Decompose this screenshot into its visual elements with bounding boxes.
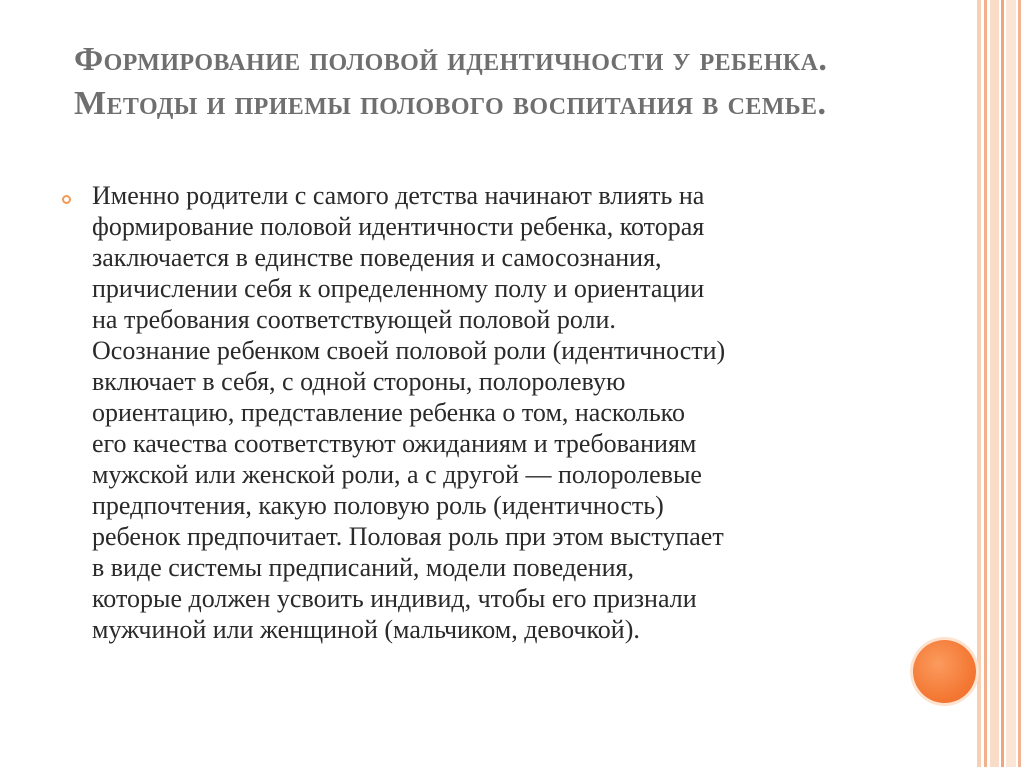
- body-line: мужчиной или женщиной (мальчиком, девочкой).: [92, 615, 640, 644]
- body-line: включает в себя, с одной стороны, полоролевую: [92, 367, 626, 396]
- body-text: [92, 180, 892, 645]
- decor-stripe: [1001, 0, 1004, 767]
- body-line: предпочтения, какую половую роль (идентичность): [92, 491, 664, 520]
- body-line: формирование половой идентичности ребенка, которая: [92, 212, 705, 241]
- body-line: его качества соответствуют ожиданиям и требованиям: [92, 429, 697, 458]
- decor-stripe: [984, 0, 987, 767]
- body-line: на требования соответствующей половой роли.: [92, 305, 616, 334]
- bullet-circle-icon: [62, 195, 71, 204]
- body-line: Именно родители с самого детства начинают влиять на: [92, 181, 705, 210]
- slide-title: Формирование половой идентичности у ребенка. Методы и приемы полового воспитания в семье.: [74, 41, 828, 122]
- body-line: заключается в единстве поведения и самосознания,: [92, 243, 662, 272]
- orange-circle-decoration: [913, 640, 976, 703]
- decor-stripe: [1018, 0, 1021, 767]
- body-line: Осознание ребенком своей половой роли (идентичности): [92, 336, 726, 365]
- body-line: ориентацию, представление ребенка о том, насколько: [92, 398, 685, 427]
- body-line: причислении себя к определенному полу и ориентации: [92, 274, 705, 303]
- body-line: мужской или женской роли, а с другой — полоролевые: [92, 460, 702, 489]
- decor-stripe: [977, 0, 981, 767]
- body-line: в виде системы предписаний, модели поведения,: [92, 553, 635, 582]
- decor-stripe: [1006, 0, 1016, 767]
- decor-stripe: [990, 0, 999, 767]
- body-line: которые должен усвоить индивид, чтобы его признали: [92, 584, 697, 613]
- body-line: ребенок предпочитает. Половая роль при этом выступает: [92, 522, 724, 551]
